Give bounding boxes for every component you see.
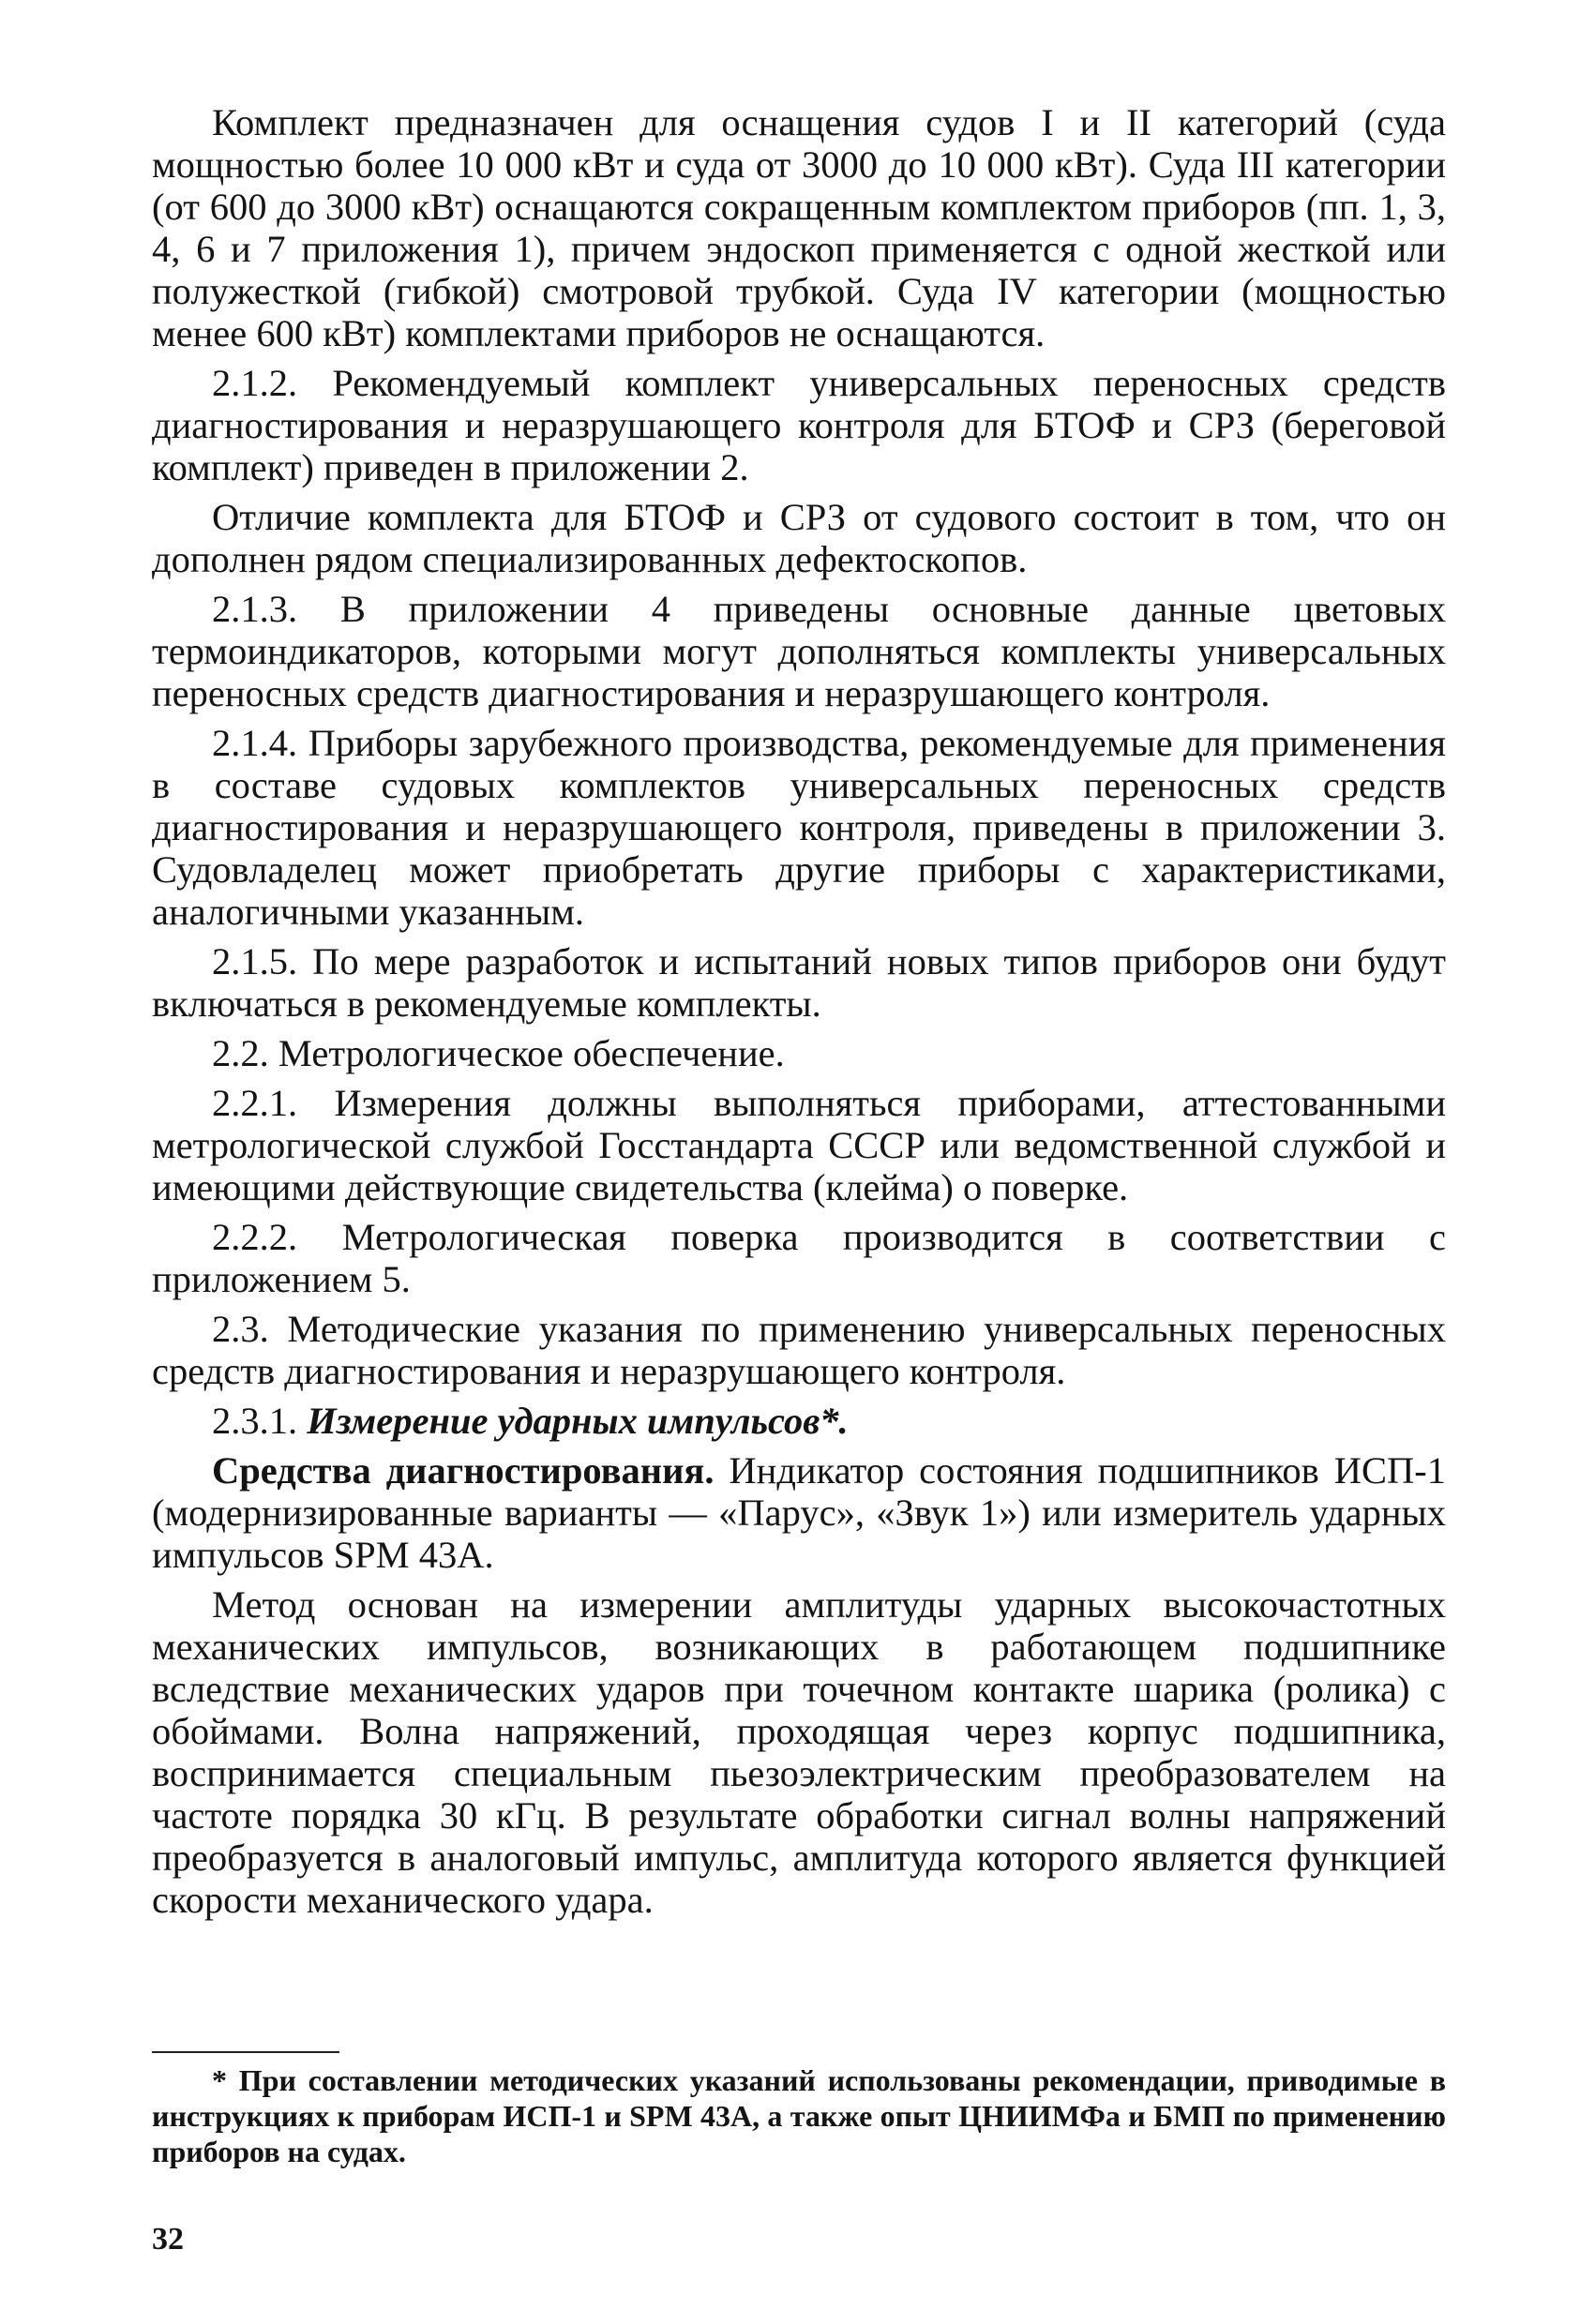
paragraph-diagnostic-means [152,1449,1446,1576]
section-heading: Измерение ударных импульсов*. [307,1400,849,1442]
body-text [152,101,1446,1928]
page-number: 32 [152,2222,184,2257]
paragraph-2-1-5: 2.1.5. По мере разработок и испытаний новых типов приборов они будут включаться в рекомендуемые комплекты. [152,940,1446,1025]
section-number: 2.3.1. [212,1400,308,1442]
paragraph-2-1-2: 2.1.2. Рекомендуемый комплект универсальных переносных средств диагностирования и неразрушающего контроля для БТОФ и СРЗ (береговой комплект) приведен в приложении 2. [152,362,1446,488]
footnote [152,2062,1446,2169]
paragraph-2-1-3: 2.1.3. В приложении 4 приведены основные данные цветовых термоиндикаторов, которыми могут дополняться комплекты универсальных переносных средств диагностирования и неразрушающего контроля. [152,588,1446,714]
paragraph-2-2: 2.2. Метрологическое обеспечение. [212,1032,785,1074]
paragraph-2-2-1: 2.2.1. Измерения должны выполняться приборами, аттестованными метрологической службой Госстандарта СССР или ведомственной службой и имеющими действующие свидетельства (клейма) о поверке. [152,1082,1446,1208]
paragraph-method-description: Метод основан на измерении амплитуды ударных высокочастотных механических импульсов, возникающих в работающем подшипнике вследствие механических ударов при точечном контакте шарика (ролика) с обоймами. Волна напряжений, проходящая через корпус подшипника, воспринимается специальным пьезоэлектрическим преобразователем на частоте порядка 30 кГц. В результате обработки сигнал волны напряжений преобразуется в аналоговый импульс, амплитуда которого является функцией скорости механического удара. [152,1583,1446,1921]
paragraph-2-2-2: 2.2.2. Метрологическая поверка производится в соответствии с приложением 5. [152,1216,1446,1300]
paragraph-2-3: 2.3. Методические указания по применению универсальных переносных средств диагностирования и неразрушающего контроля. [152,1308,1446,1392]
paragraph-equipment-scope: Комплект предназначен для оснащения судов I и II категорий (суда мощностью более 10 000 кВт и суда от 3000 до 10 000 кВт). Суда III категории (от 600 до 3000 кВт) оснащаются сокращенным комплектом приборов (пп. 1, 3, 4, 6 и 7 приложения 1), причем эндоскоп применяется с одной жесткой или полужесткой (гибкой) смотровой трубкой. Суда IV категории (мощностью менее 600 кВт) комплектами приборов не оснащаются. [152,101,1446,354]
lead-in-continuation: Индикатор состояния подшипников ИСП-1 (модернизированные варианты — «Парус», «Звук 1») или измеритель ударных импульсов SPM 43A. [152,1449,1446,1576]
footnote-text: * При составлении методических указаний использованы рекомендации, приводимые в инструкциях к приборам ИСП-1 и SPM 43A, а также опыт ЦНИИМФа и БМП по применению приборов на судах. [152,2063,1446,2168]
footnote-divider [152,2051,339,2053]
bold-lead-in: Средства диагностирования. [212,1449,715,1492]
paragraph-2-3-1 [152,1400,1446,1442]
paragraph-shore-kit-difference: Отличие комплекта для БТОФ и СРЗ от судового состоит в том, что он дополнен рядом специализированных дефектоскопов. [152,496,1446,580]
paragraph-2-1-4: 2.1.4. Приборы зарубежного производства, рекомендуемые для применения в составе судовых комплектов универсальных переносных средств диагностирования и неразрушающего контроля, приведены в приложении 3. Судовладелец может приобретать другие приборы с характеристиками, аналогичными указанным. [152,722,1446,933]
